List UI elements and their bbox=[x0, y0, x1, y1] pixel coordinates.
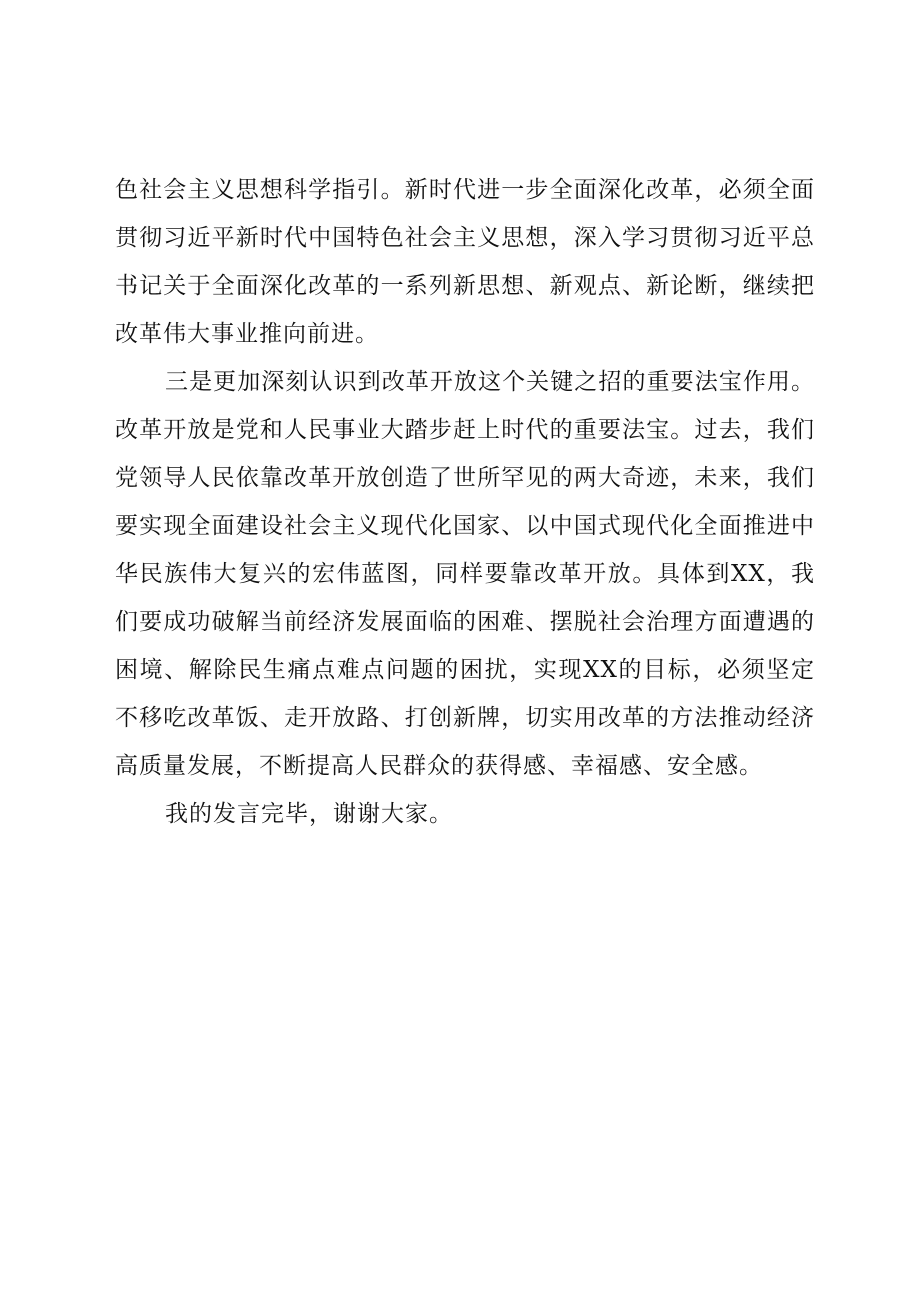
paragraph-closing-remark: 我的发言完毕，谢谢大家。 bbox=[165, 801, 453, 827]
paragraph-continuation: 色社会主义思想科学指引。新时代进一步全面深化改革，必须全面贯彻习近平新时代中国特色社会主义思想，深入学习贯彻习近平总书记关于全面深化改革的一系列新思想、新观点、新论断，继续把改革伟大事业推向前进。 bbox=[115, 177, 815, 347]
paragraph-reform-opening: 三是更加深刻认识到改革开放这个关键之招的重要法宝作用。改革开放是党和人民事业大踏步赶上时代的重要法宝。过去，我们党领导人民依靠改革开放创造了世所罕见的两大奇迹，未来，我们要实现全面建设社会主义现代化国家、以中国式现代化全面推进中华民族伟大复兴的宏伟蓝图，同样要靠改革开放。具体到XX，我们要成功破解当前经济发展面临的困难、摆脱社会治理方面遭遇的困境、解除民生痛点难点问题的困扰，实现XX的目标，必须坚定不移吃改革饭、走开放路、打创新牌，切实用改革的方法推动经济高质量发展，不断提高人民群众的获得感、幸福感、安全感。 bbox=[115, 369, 815, 779]
document-body bbox=[115, 166, 815, 838]
